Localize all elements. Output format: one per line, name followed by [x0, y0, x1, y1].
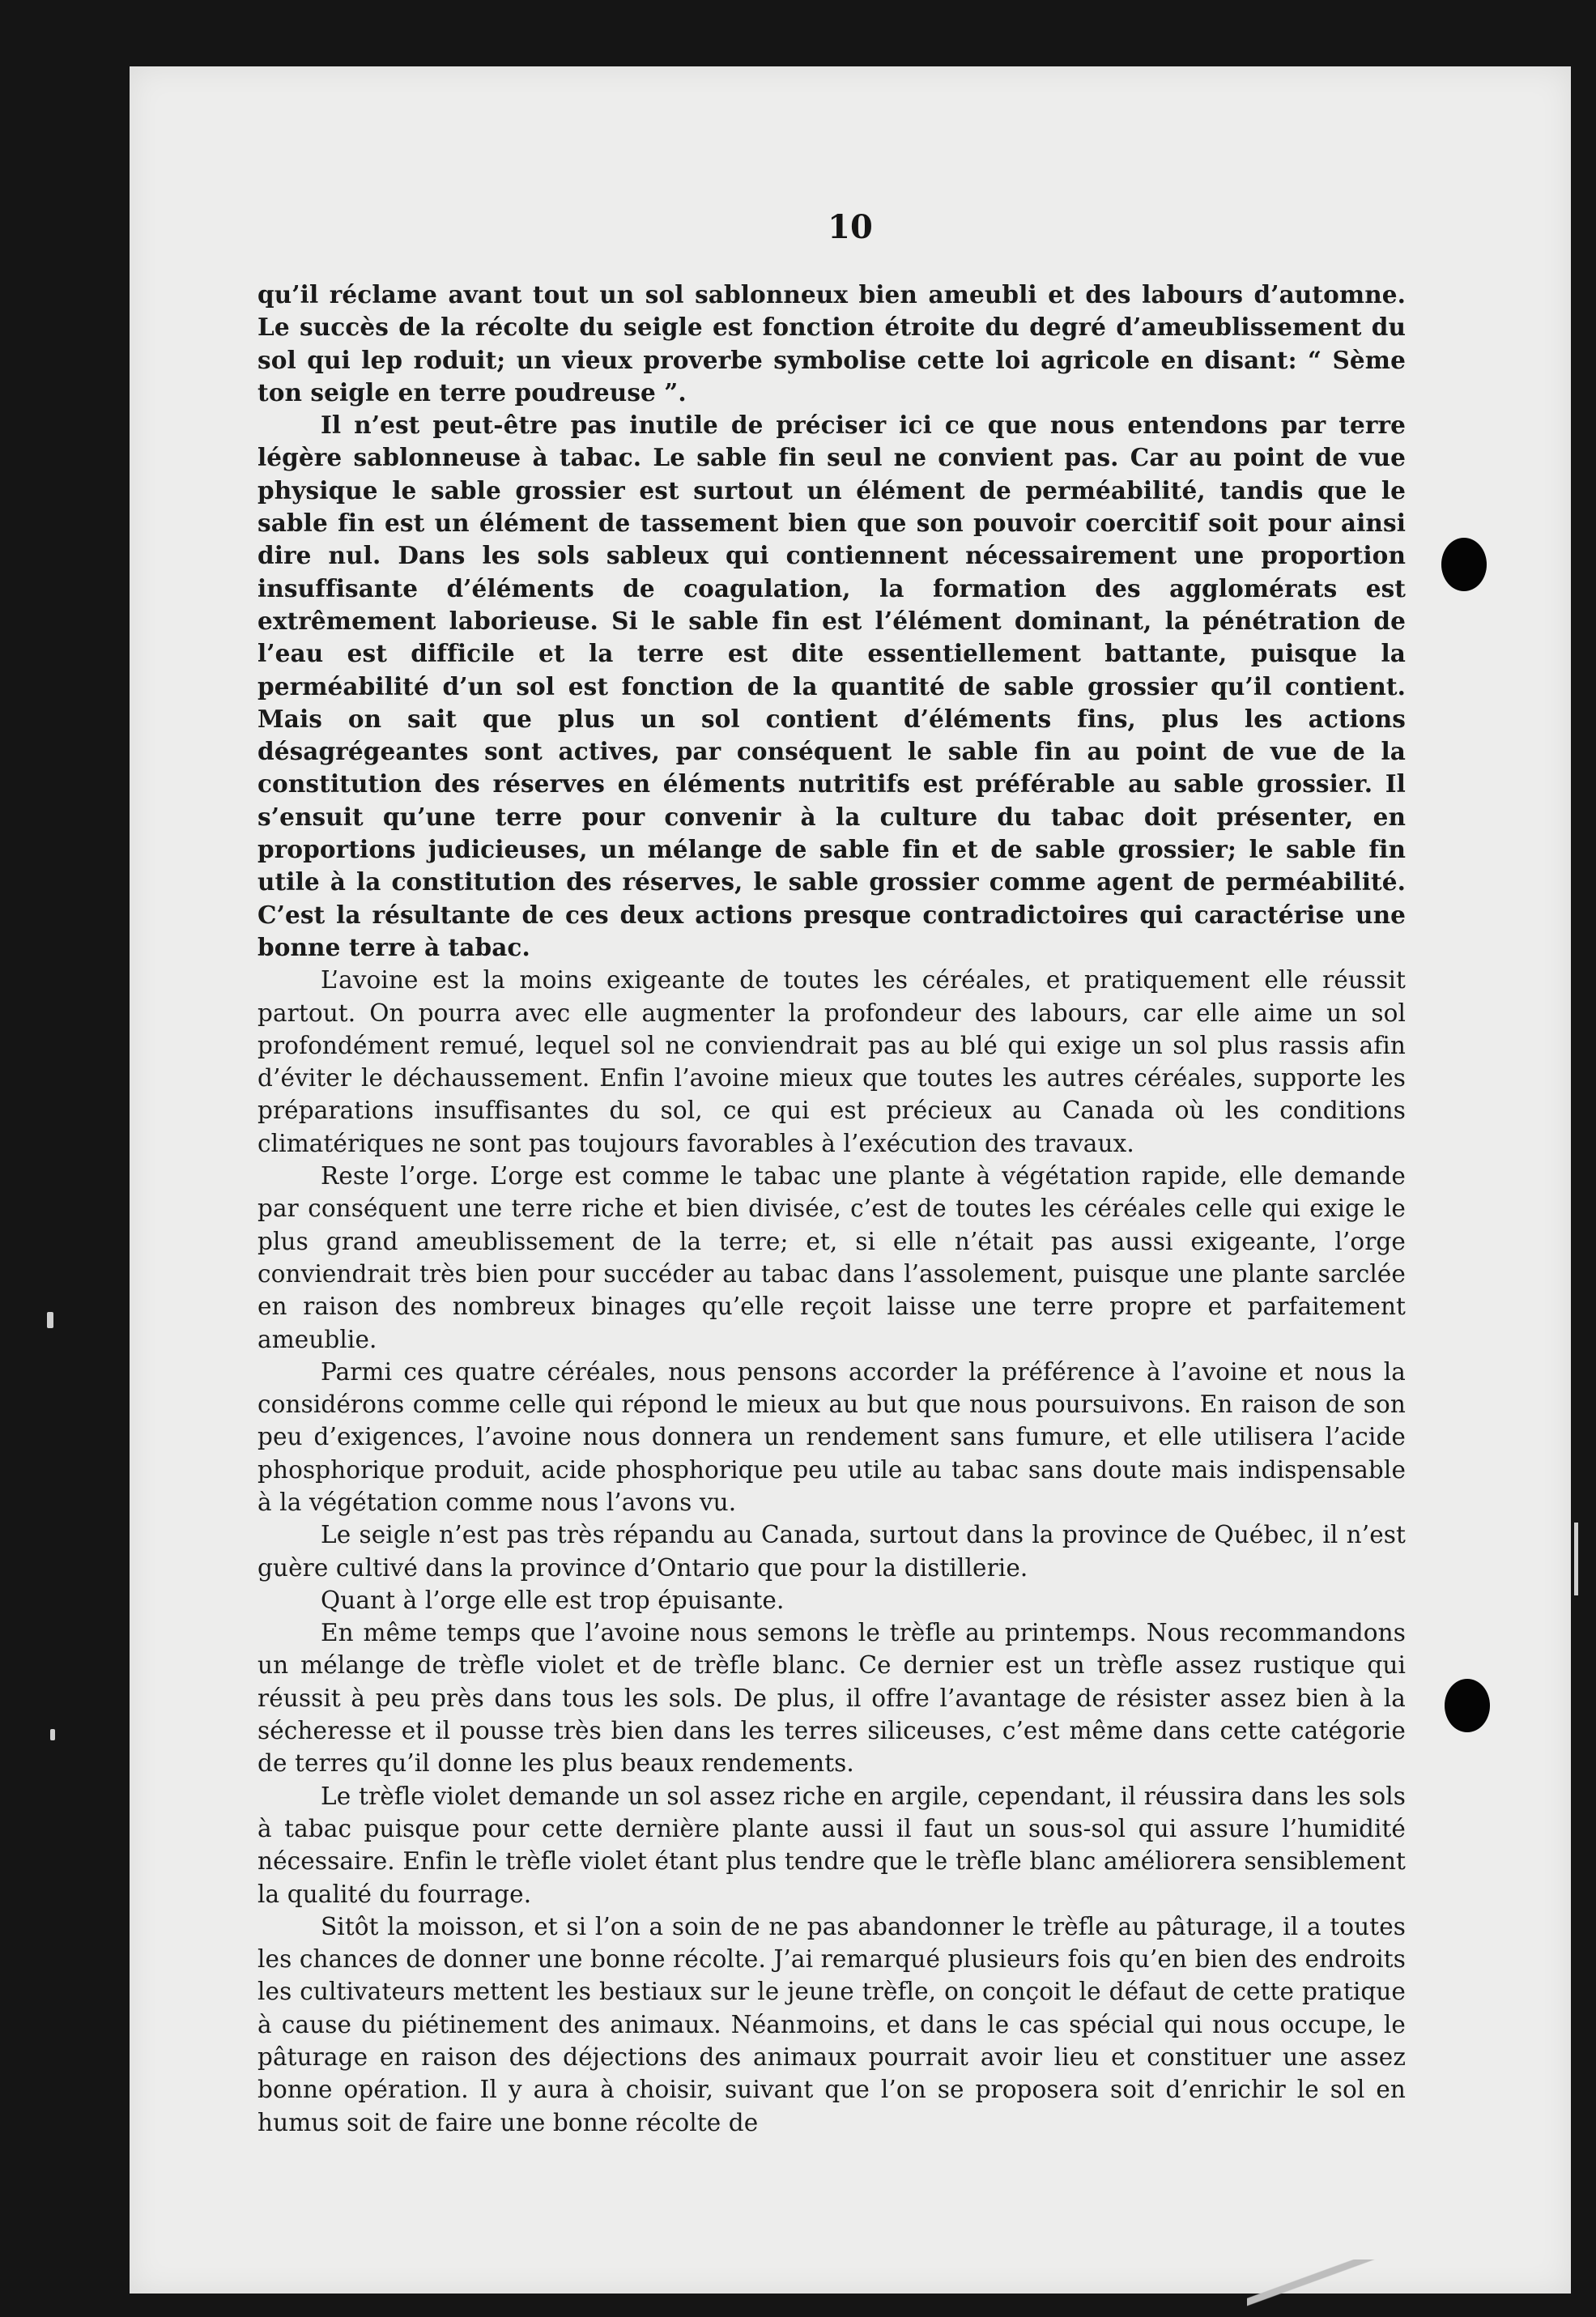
paragraph-4: Reste l’orge. L’orge est comme le tabac une plante à végétation rapide, elle demande par conséquent une terre riche et bien divisée, c’est de toutes les céréales celle qui exige le plus grand ameublissement de la terre; et, si elle n’était pas aussi exigeante, l’orge conviendrait très bien pour succéder au tabac dans l’assolement, puisque une plante sarclée en raison des nombreux binages qu’elle reçoit laisse une terre propre et parfaitement ameublie. — [257, 1162, 1406, 1353]
paragraph-1: qu’il réclame avant tout un sol sablonneux bien ameubli et des labours d’automne. Le succès de la récolte du seigle est fonction étroite du degré d’ameublissement du sol qui lep roduit; un vieux proverbe symbolise cette loi agricole en disant: “ Sème ton seigle en terre poudreuse ”. — [257, 280, 1406, 407]
paragraph-8: En même temps que l’avoine nous semons le trèfle au printemps. Nous recommandons un mélange de trèfle violet et de trèfle blanc. Ce dernier est un trèfle assez rustique qui réussit à peu près dans tous les sols. De plus, il offre l’avantage de résister assez bien à la sécheresse et il pousse très bien dans les terres siliceuses, c’est même dans cette catégorie de terres qu’il donne les plus beaux rendements. — [257, 1619, 1406, 1778]
paragraph-3: L’avoine est la moins exigeante de toutes les céréales, et pratiquement elle réussit partout. On pourra avec elle augmenter la profondeur des labours, car elle aime un sol profondément remué, lequel sol ne conviendrait pas au blé qui exige un sol plus rassis afin d’éviter le déchaussement. Enfin l’avoine mieux que toutes les autres céréales, supporte les préparations insuffisantes du sol, ce qui est précieux au Canada où les conditions climatériques ne sont pas toujours favorables à l’exécution des travaux. — [257, 966, 1406, 1157]
body-text — [257, 279, 1406, 2139]
punch-hole-bottom — [1445, 1679, 1490, 1732]
paragraph-6: Le seigle n’est pas très répandu au Canada, surtout dans la province de Québec, il n’est guère cultivé dans la province d’Ontario que pour la distillerie. — [257, 1521, 1406, 1582]
punch-hole-top — [1441, 538, 1487, 591]
paragraph-10: Sitôt la moisson, et si l’on a soin de ne pas abandonner le trèfle au pâturage, il a toutes les chances de donner une bonne récolte. J’ai remarqué plusieurs fois qu’en bien des endroits les cultivateurs mettent les bestiaux sur le jeune trèfle, on conçoit le défaut de cette pratique à cause du piétinement des animaux. Néanmoins, et dans le cas spécial qui nous occupe, le pâturage en raison des déjections des animaux pourrait avoir lieu et constituer une assez bonne opération. Il y aura à choisir, suivant que l’on se proposera soit d’enrichir le sol en humus soit de faire une bonne récolte de — [257, 1912, 1406, 2136]
scan-debris — [1247, 2260, 1377, 2308]
document-page — [130, 66, 1571, 2294]
paragraph-9: Le trèfle violet demande un sol assez riche en argile, cependant, il réussira dans les sols à tabac puisque pour cette dernière plante aussi il faut un sous-sol qui assure l’humidité nécessaire. Enfin le trèfle violet étant plus tendre que le trèfle blanc améliorera sensiblement la qualité du fourrage. — [257, 1782, 1406, 1908]
paragraph-5: Parmi ces quatre céréales, nous pensons accorder la préférence à l’avoine et nous la considérons comme celle qui répond le mieux au but que nous poursuivons. En raison de son peu d’exigences, l’avoine nous donnera un rendement sans fumure, et elle utilisera l’acide phosphorique produit, acide phosphorique peu utile au tabac sans doute mais indispensable à la végétation comme nous l’avons vu. — [257, 1357, 1406, 1516]
scan-mark — [1574, 1523, 1578, 1595]
paragraph-7: Quant à l’orge elle est trop épuisante. — [321, 1586, 785, 1614]
scan-mark — [50, 1729, 55, 1740]
page-number: 10 — [828, 208, 873, 246]
paragraph-2: Il n’est peut-être pas inutile de préciser ici ce que nous entendons par terre légère sablonneuse à tabac. Le sable fin seul ne convient pas. Car au point de vue physique le sable grossier est surtout un élément de perméabilité, tandis que le sable fin est un élément de tassement bien que son pouvoir coercitif soit pour ainsi dire nul. Dans les sols sableux qui contiennent nécessairement une proportion insuffisante d’éléments de coagulation, la formation des agglomérats est extrêmement laborieuse. Si le sable fin est l’élément dominant, la pénétration de l’eau est difficile et la terre est dite essentiellement battante, puisque la perméabilité d’un sol est fonction de la quantité de sable grossier qu’il contient. Mais on sait que plus un sol contient d’éléments fins, plus les actions désagrégeantes sont actives, par conséquent le sable fin au point de vue de la constitution des réserves en éléments nutritifs est préférable au sable grossier. Il s’ensuit qu’une terre pour convenir à la culture du tabac doit présenter, en proportions judicieuses, un mélange de sable fin et de sable grossier; le sable fin utile à la constitution des réserves, le sable grossier comme agent de perméabilité. C’est la résultante de ces deux actions presque contradictoires qui caractérise une bonne terre à tabac. — [257, 411, 1406, 961]
scan-mark — [47, 1312, 53, 1328]
